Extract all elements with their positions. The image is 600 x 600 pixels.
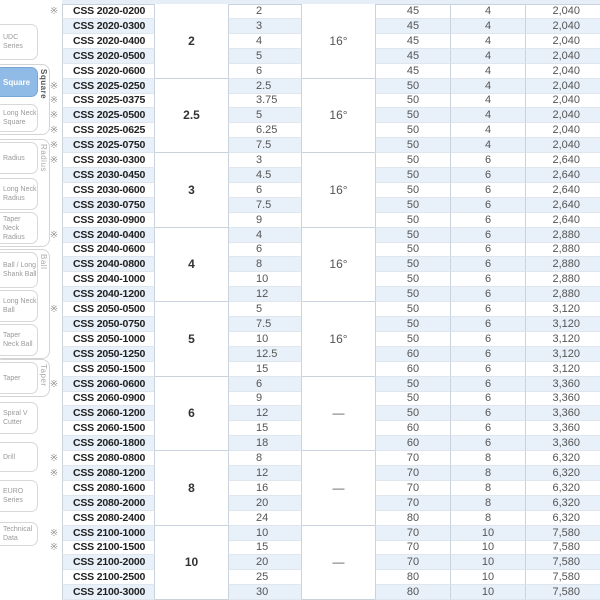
length-cell: 4	[228, 228, 302, 243]
shank-cell: 8	[450, 466, 525, 481]
overall-length-cell: 60	[375, 347, 450, 362]
note-marker-icon: ※	[49, 467, 59, 479]
shank-cell: 4	[450, 138, 525, 153]
overall-length-cell: 50	[375, 79, 450, 94]
product-code-cell: CSS 2050-0750	[62, 317, 155, 332]
note-marker-icon: ※	[49, 527, 59, 539]
length-cell: 6	[228, 183, 302, 198]
price-cell: 2,640	[525, 153, 600, 168]
length-cell: 9	[228, 213, 302, 228]
shank-cell: 6	[450, 287, 525, 302]
price-cell: 7,580	[525, 526, 600, 541]
length-cell: 8	[228, 451, 302, 466]
product-code-cell: CSS 2050-0500	[62, 302, 155, 317]
product-code-cell: CSS 2060-1200	[62, 406, 155, 421]
price-cell: 2,880	[525, 228, 600, 243]
length-cell: 9	[228, 391, 302, 406]
note-marker-icon: ※	[49, 110, 59, 122]
product-code-cell: CSS 2025-0625	[62, 123, 155, 138]
length-cell: 6	[228, 242, 302, 257]
product-code-cell: CSS 2060-1500	[62, 421, 155, 436]
shank-cell: 6	[450, 347, 525, 362]
product-code-cell: CSS 2060-0600	[62, 377, 155, 392]
product-code-cell: CSS 2050-1500	[62, 362, 155, 377]
shank-cell: 10	[450, 555, 525, 570]
price-cell: 3,120	[525, 332, 600, 347]
nav-item-spiral-v-cutter[interactable]: Spiral V Cutter	[0, 402, 38, 434]
diameter-cell: 10	[155, 526, 228, 600]
price-cell: 2,880	[525, 242, 600, 257]
nav-item-euro-series[interactable]: EURO Series	[0, 480, 38, 512]
product-code-cell: CSS 2080-1600	[62, 481, 155, 496]
product-code-cell: CSS 2025-0250	[62, 79, 155, 94]
length-cell: 12.5	[228, 347, 302, 362]
note-marker-icon: ※	[49, 378, 59, 390]
price-cell: 2,640	[525, 213, 600, 228]
length-cell: 25	[228, 570, 302, 585]
shank-cell: 4	[450, 49, 525, 64]
price-cell: 3,120	[525, 347, 600, 362]
shank-cell: 4	[450, 4, 525, 19]
overall-length-cell: 50	[375, 406, 450, 421]
length-cell: 4	[228, 34, 302, 49]
price-cell: 2,640	[525, 168, 600, 183]
shank-cell: 4	[450, 108, 525, 123]
overall-length-cell: 60	[375, 421, 450, 436]
shank-cell: 4	[450, 64, 525, 79]
length-cell: 10	[228, 526, 302, 541]
overall-length-cell: 50	[375, 287, 450, 302]
angle-cell: 16°	[302, 228, 375, 303]
nav-item-taper-neck-radius[interactable]: Taper Neck Radius	[0, 212, 38, 244]
product-code-cell: CSS 2080-2400	[62, 511, 155, 526]
product-code-cell: CSS 2050-1250	[62, 347, 155, 362]
price-cell: 7,580	[525, 570, 600, 585]
shank-cell: 6	[450, 406, 525, 421]
product-code-cell: CSS 2040-0600	[62, 242, 155, 257]
shank-cell: 6	[450, 272, 525, 287]
note-marker-icon: ※	[49, 95, 59, 107]
length-cell: 12	[228, 466, 302, 481]
diameter-cell: 2.5	[155, 79, 228, 154]
shank-cell: 8	[450, 496, 525, 511]
overall-length-cell: 50	[375, 228, 450, 243]
product-code-cell: CSS 2025-0750	[62, 138, 155, 153]
overall-length-cell: 45	[375, 19, 450, 34]
product-code-cell: CSS 2040-0800	[62, 257, 155, 272]
price-cell: 2,880	[525, 257, 600, 272]
price-cell: 3,360	[525, 436, 600, 451]
angle-cell: —	[302, 526, 375, 600]
diameter-cell: 2	[155, 4, 228, 79]
nav-item-taper-neck-ball[interactable]: Taper Neck Ball	[0, 324, 38, 356]
nav-item-radius[interactable]: Radius	[0, 142, 38, 174]
shank-cell: 6	[450, 257, 525, 272]
shank-cell: 8	[450, 451, 525, 466]
price-cell: 7,580	[525, 555, 600, 570]
angle-cell: —	[302, 451, 375, 526]
price-cell: 3,360	[525, 377, 600, 392]
price-cell: 2,640	[525, 183, 600, 198]
diameter-cell: 6	[155, 377, 228, 452]
overall-length-cell: 50	[375, 317, 450, 332]
overall-length-cell: 70	[375, 540, 450, 555]
length-cell: 5	[228, 302, 302, 317]
length-cell: 15	[228, 421, 302, 436]
overall-length-cell: 50	[375, 168, 450, 183]
length-cell: 3	[228, 153, 302, 168]
price-cell: 2,640	[525, 198, 600, 213]
overall-length-cell: 50	[375, 93, 450, 108]
price-cell: 6,320	[525, 511, 600, 526]
product-code-cell: CSS 2040-1200	[62, 287, 155, 302]
product-code-cell: CSS 2060-1800	[62, 436, 155, 451]
length-cell: 2	[228, 4, 302, 19]
category-sidebar	[0, 0, 48, 600]
nav-item-technical-data[interactable]: Technical Data	[0, 522, 38, 546]
overall-length-cell: 70	[375, 466, 450, 481]
overall-length-cell: 70	[375, 496, 450, 511]
length-cell: 8	[228, 257, 302, 272]
angle-cell: 16°	[302, 79, 375, 154]
product-code-cell: CSS 2040-1000	[62, 272, 155, 287]
overall-length-cell: 45	[375, 64, 450, 79]
overall-length-cell: 50	[375, 183, 450, 198]
length-cell: 4.5	[228, 168, 302, 183]
length-cell: 12	[228, 287, 302, 302]
nav-item-long-neck-square[interactable]: Long Neck Square	[0, 104, 38, 132]
shank-cell: 6	[450, 228, 525, 243]
length-cell: 3.75	[228, 93, 302, 108]
overall-length-cell: 50	[375, 257, 450, 272]
length-cell: 7.5	[228, 317, 302, 332]
price-cell: 7,580	[525, 585, 600, 600]
product-code-cell: CSS 2100-2500	[62, 570, 155, 585]
length-cell: 2.5	[228, 79, 302, 94]
length-cell: 6.25	[228, 123, 302, 138]
shank-cell: 6	[450, 302, 525, 317]
overall-length-cell: 45	[375, 34, 450, 49]
shank-cell: 8	[450, 481, 525, 496]
nav-item-long-neck-ball[interactable]: Long Neck Ball	[0, 290, 38, 322]
price-cell: 2,040	[525, 123, 600, 138]
note-marker-icon: ※	[49, 80, 59, 92]
price-cell: 2,040	[525, 49, 600, 64]
price-cell: 3,120	[525, 317, 600, 332]
length-cell: 3	[228, 19, 302, 34]
diameter-cell: 4	[155, 228, 228, 303]
overall-length-cell: 70	[375, 526, 450, 541]
overall-length-cell: 45	[375, 49, 450, 64]
product-code-cell: CSS 2020-0500	[62, 49, 155, 64]
shank-cell: 6	[450, 317, 525, 332]
product-code-cell: CSS 2030-0900	[62, 213, 155, 228]
diameter-cell: 3	[155, 153, 228, 228]
overall-length-cell: 70	[375, 555, 450, 570]
shank-cell: 6	[450, 198, 525, 213]
diameter-cell: 5	[155, 302, 228, 377]
nav-item-taper[interactable]: Taper	[0, 362, 38, 394]
price-cell: 3,360	[525, 421, 600, 436]
nav-item-square[interactable]: Square	[0, 67, 38, 97]
product-code-cell: CSS 2100-1000	[62, 526, 155, 541]
product-code-cell: CSS 2030-0300	[62, 153, 155, 168]
product-code-cell: CSS 2025-0500	[62, 108, 155, 123]
price-cell: 2,040	[525, 64, 600, 79]
shank-cell: 6	[450, 377, 525, 392]
note-marker-icon: ※	[49, 6, 59, 17]
overall-length-cell: 50	[375, 198, 450, 213]
nav-group-label: Ball	[39, 254, 48, 270]
product-code-cell: CSS 2025-0375	[62, 93, 155, 108]
length-cell: 15	[228, 540, 302, 555]
overall-length-cell: 50	[375, 377, 450, 392]
shank-cell: 10	[450, 585, 525, 600]
price-cell: 2,880	[525, 287, 600, 302]
overall-length-cell: 80	[375, 570, 450, 585]
price-cell: 3,120	[525, 302, 600, 317]
product-code-cell: CSS 2030-0750	[62, 198, 155, 213]
product-code-cell: CSS 2040-0400	[62, 228, 155, 243]
nav-group-label: Radius	[39, 144, 48, 172]
price-cell: 3,360	[525, 391, 600, 406]
length-cell: 30	[228, 585, 302, 600]
overall-length-cell: 50	[375, 213, 450, 228]
overall-length-cell: 50	[375, 332, 450, 347]
overall-length-cell: 70	[375, 481, 450, 496]
shank-cell: 6	[450, 436, 525, 451]
angle-cell: 16°	[302, 153, 375, 228]
length-cell: 18	[228, 436, 302, 451]
overall-length-cell: 60	[375, 436, 450, 451]
product-code-cell: CSS 2080-1200	[62, 466, 155, 481]
price-cell: 6,320	[525, 466, 600, 481]
product-code-cell: CSS 2020-0400	[62, 34, 155, 49]
overall-length-cell: 45	[375, 4, 450, 19]
nav-item-long-neck-radius[interactable]: Long Neck Radius	[0, 178, 38, 210]
note-marker-icon: ※	[49, 229, 59, 241]
product-code-cell: CSS 2080-2000	[62, 496, 155, 511]
length-cell: 12	[228, 406, 302, 421]
price-cell: 6,320	[525, 481, 600, 496]
angle-cell: 16°	[302, 302, 375, 377]
price-cell: 3,120	[525, 362, 600, 377]
shank-cell: 6	[450, 242, 525, 257]
length-cell: 7.5	[228, 138, 302, 153]
length-cell: 24	[228, 511, 302, 526]
diameter-cell: 8	[155, 451, 228, 526]
price-cell: 2,040	[525, 79, 600, 94]
overall-length-cell: 50	[375, 272, 450, 287]
price-cell: 7,580	[525, 540, 600, 555]
shank-cell: 4	[450, 19, 525, 34]
shank-cell: 4	[450, 79, 525, 94]
length-cell: 15	[228, 362, 302, 377]
length-cell: 6	[228, 377, 302, 392]
overall-length-cell: 70	[375, 451, 450, 466]
note-marker-icon: ※	[49, 542, 59, 554]
note-marker-icon: ※	[49, 125, 59, 137]
length-cell: 10	[228, 272, 302, 287]
price-cell: 6,320	[525, 451, 600, 466]
product-code-cell: CSS 2080-0800	[62, 451, 155, 466]
shank-cell: 8	[450, 511, 525, 526]
price-cell: 2,880	[525, 272, 600, 287]
length-cell: 20	[228, 555, 302, 570]
length-cell: 10	[228, 332, 302, 347]
nav-group-label: Square	[39, 69, 48, 100]
length-cell: 20	[228, 496, 302, 511]
shank-cell: 6	[450, 183, 525, 198]
product-code-cell: CSS 2100-2000	[62, 555, 155, 570]
nav-item-udc-series[interactable]: UDC Series	[0, 24, 38, 60]
overall-length-cell: 80	[375, 585, 450, 600]
note-marker-icon: ※	[49, 304, 59, 315]
product-code-cell: CSS 2100-3000	[62, 585, 155, 600]
angle-cell: 16°	[302, 4, 375, 79]
shank-cell: 10	[450, 570, 525, 585]
length-cell: 5	[228, 108, 302, 123]
overall-length-cell: 50	[375, 302, 450, 317]
length-cell: 16	[228, 481, 302, 496]
nav-item-drill[interactable]: Drill	[0, 442, 38, 472]
product-code-cell: CSS 2030-0450	[62, 168, 155, 183]
overall-length-cell: 50	[375, 391, 450, 406]
overall-length-cell: 50	[375, 153, 450, 168]
price-cell: 2,040	[525, 4, 600, 19]
product-code-cell: CSS 2030-0600	[62, 183, 155, 198]
product-code-cell: CSS 2100-1500	[62, 540, 155, 555]
overall-length-cell: 50	[375, 123, 450, 138]
overall-length-cell: 60	[375, 362, 450, 377]
price-cell: 6,320	[525, 496, 600, 511]
nav-group-label: Taper	[39, 364, 48, 387]
shank-cell: 4	[450, 93, 525, 108]
product-code-cell: CSS 2050-1000	[62, 332, 155, 347]
product-code-cell: CSS 2020-0200	[62, 4, 155, 19]
note-marker-icon: ※	[49, 140, 59, 152]
shank-cell: 6	[450, 391, 525, 406]
shank-cell: 6	[450, 213, 525, 228]
length-cell: 6	[228, 64, 302, 79]
price-cell: 2,040	[525, 19, 600, 34]
length-cell: 5	[228, 49, 302, 64]
overall-length-cell: 50	[375, 108, 450, 123]
shank-cell: 4	[450, 123, 525, 138]
shank-cell: 6	[450, 332, 525, 347]
note-marker-icon: ※	[49, 155, 59, 166]
shank-cell: 6	[450, 362, 525, 377]
overall-length-cell: 50	[375, 138, 450, 153]
product-code-cell: CSS 2020-0300	[62, 19, 155, 34]
price-cell: 2,040	[525, 108, 600, 123]
price-cell: 2,040	[525, 34, 600, 49]
overall-length-cell: 50	[375, 242, 450, 257]
note-marker-icon: ※	[49, 453, 59, 464]
product-code-cell: CSS 2060-0900	[62, 391, 155, 406]
shank-cell: 6	[450, 153, 525, 168]
shank-cell: 6	[450, 168, 525, 183]
length-cell: 7.5	[228, 198, 302, 213]
price-cell: 2,040	[525, 138, 600, 153]
overall-length-cell: 80	[375, 511, 450, 526]
price-cell: 2,040	[525, 93, 600, 108]
price-cell: 3,360	[525, 406, 600, 421]
angle-cell: —	[302, 377, 375, 452]
shank-cell: 10	[450, 526, 525, 541]
shank-cell: 6	[450, 421, 525, 436]
shank-cell: 4	[450, 34, 525, 49]
nav-item-ball-long-shank-ball[interactable]: Ball / Long Shank Ball	[0, 252, 38, 288]
shank-cell: 10	[450, 540, 525, 555]
product-code-cell: CSS 2020-0600	[62, 64, 155, 79]
